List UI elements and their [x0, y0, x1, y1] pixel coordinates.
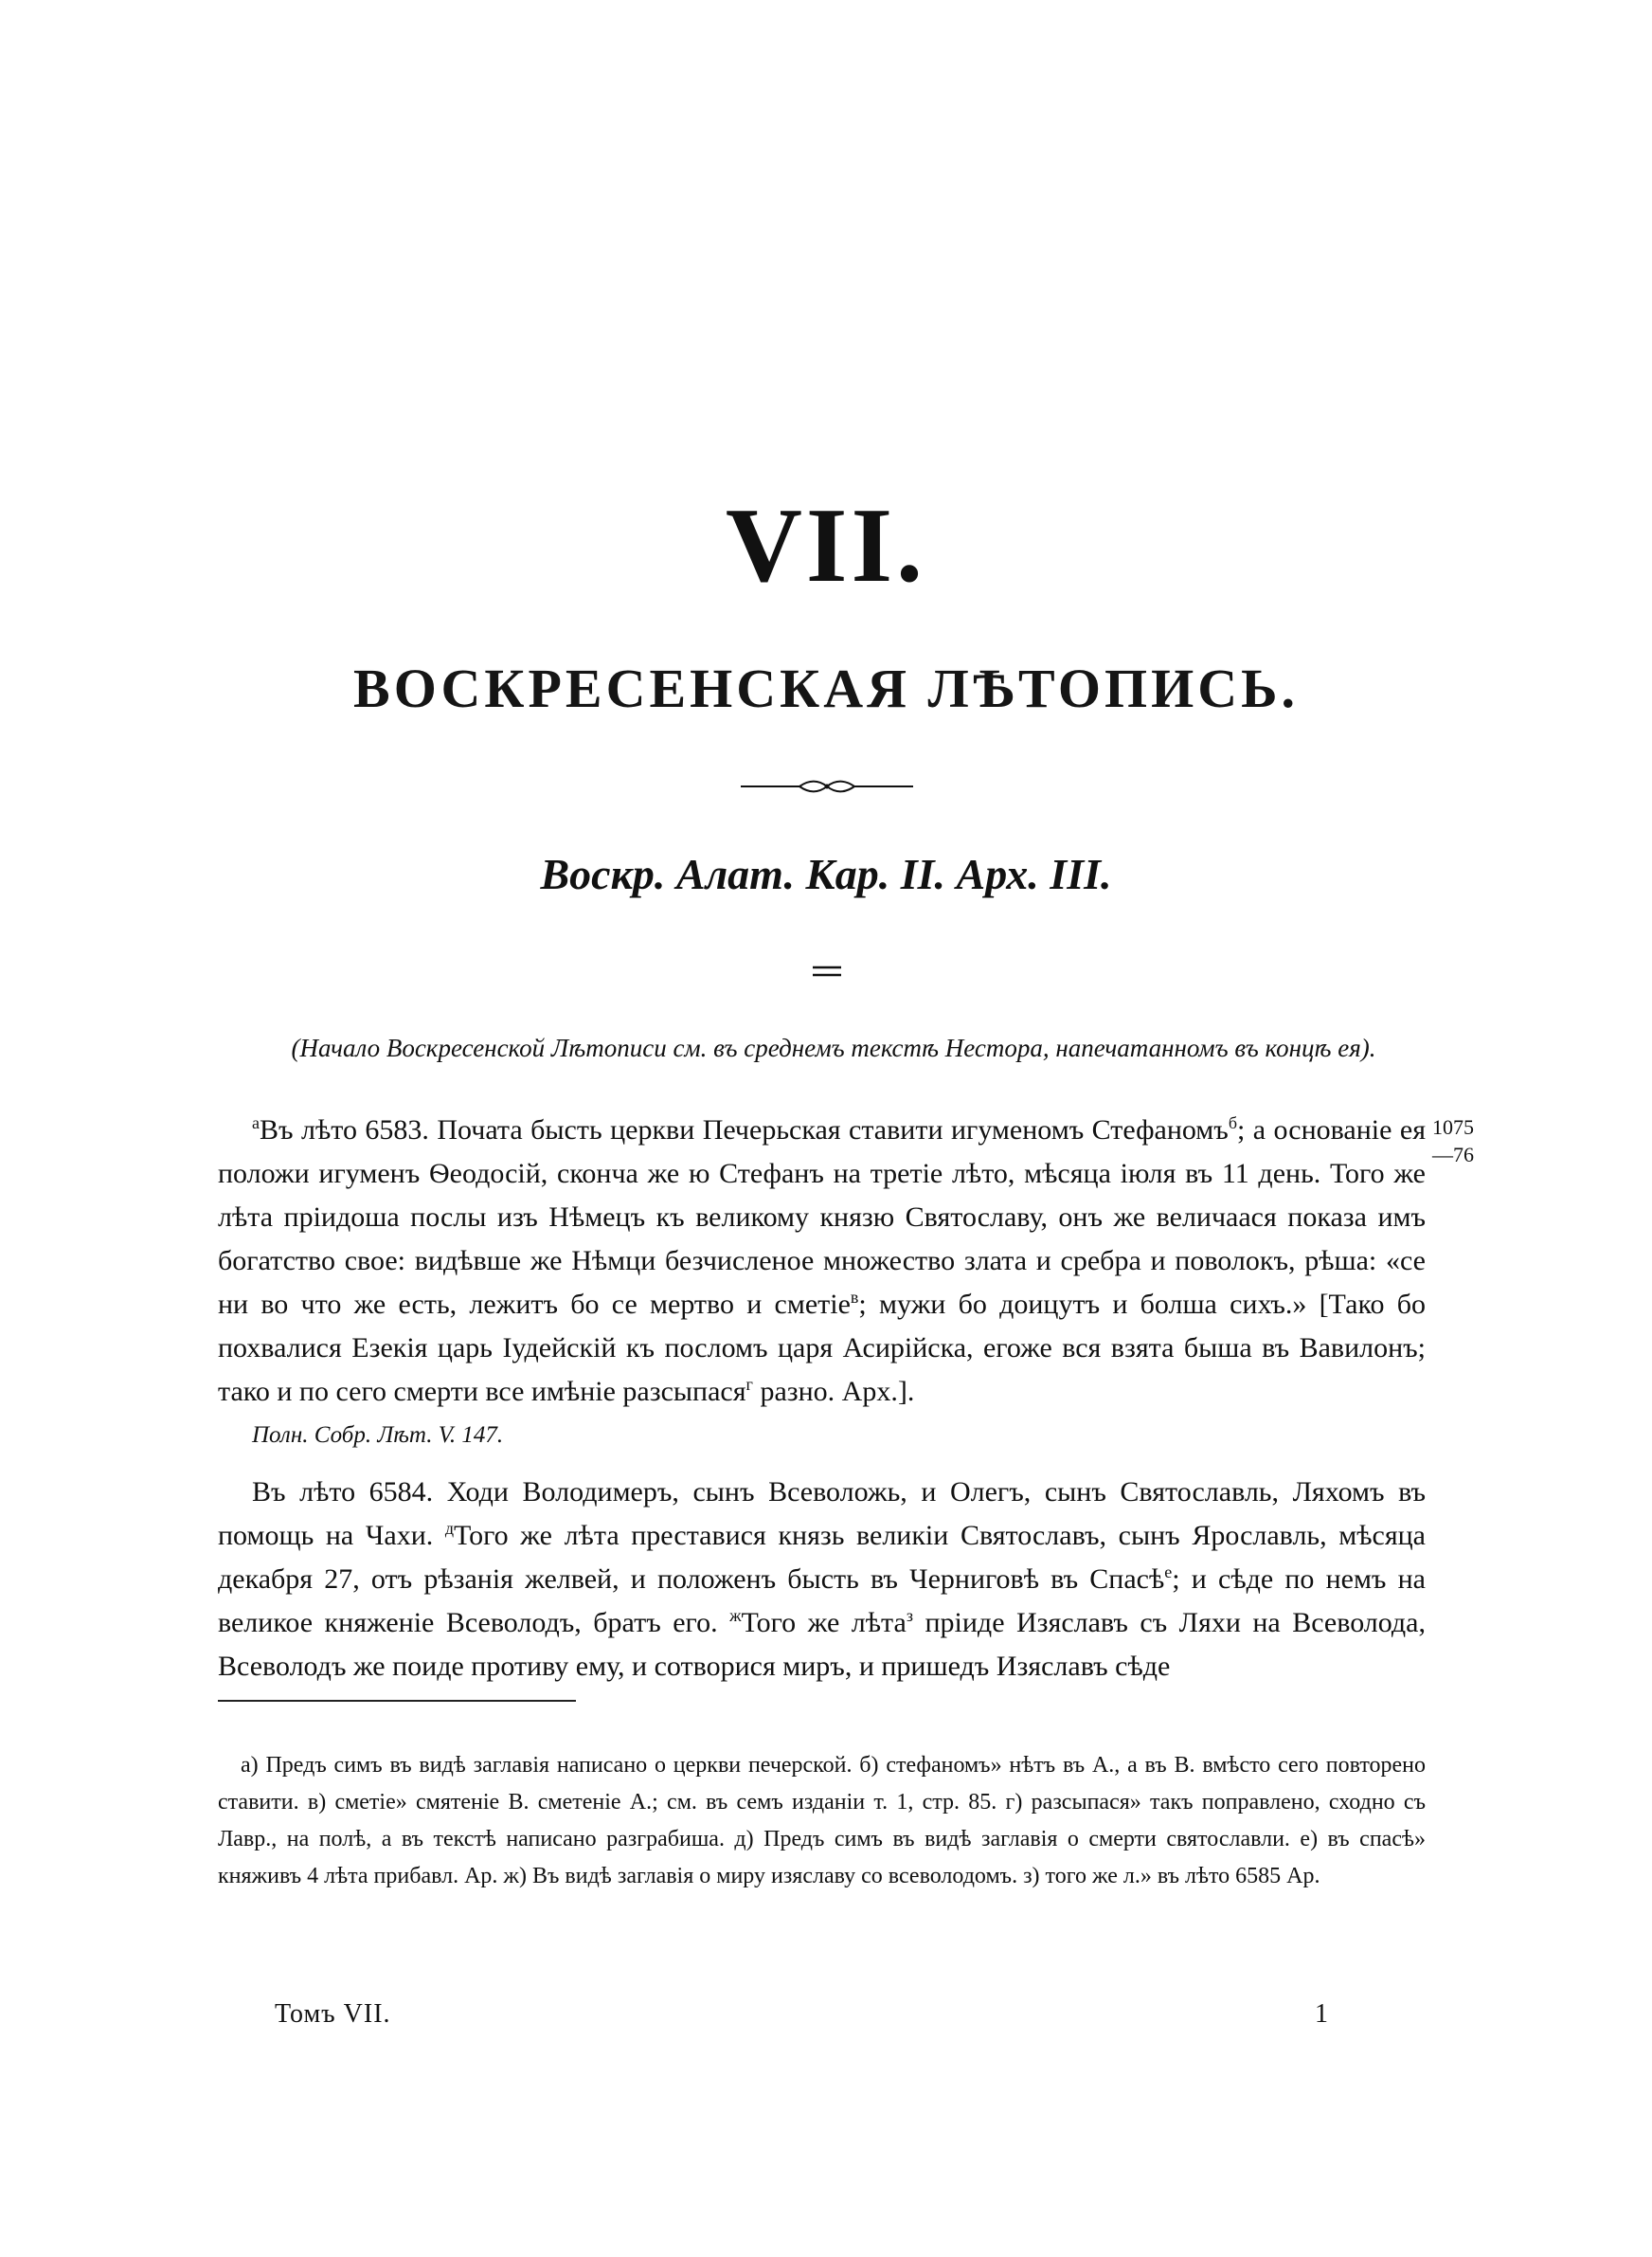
source-citation: Полн. Собр. Лѣт. V. 147.	[252, 1422, 504, 1448]
margin-year-note	[1432, 1114, 1474, 1168]
footnote-marker: в	[850, 1288, 859, 1307]
footnote-marker: б	[1228, 1113, 1237, 1132]
footnote-marker: д	[444, 1519, 455, 1538]
footnote-marker: а	[252, 1113, 260, 1132]
footnote-marker: е	[1164, 1562, 1173, 1581]
year-entry-6584	[218, 1471, 1426, 1688]
entry-text: ; и сѣде по немъ на великое княженіе Всеволодъ, братъ его.	[218, 1563, 1426, 1638]
footnotes: а) Предъ симъ въ видѣ заглавія написано о церкви печерской. б) стефаномъ» нѣтъ въ А., а въ В. вмѣсто сего повторено ставити. в) сметіе» смятеніе В. сметеніе А.; см. въ семъ изданіи т. 1, стр. 85. г) разсыпася» такъ поправлено, сходно съ Лавр., на полѣ, а въ текстѣ написано разграбиша. д) Предъ симъ въ видѣ заглавія о смерти святославли. е) въ спасѣ» княживъ 4 лѣта прибавл. Ар. ж) Въ видѣ заглавія о миру изяславу со всеволодомъ. з) того же л.» въ лѣто 6585 Ар.	[218, 1753, 1426, 1888]
entry-text: Того же лѣта	[741, 1607, 907, 1638]
volume-numeral: VII.	[725, 487, 927, 605]
margin-year-end: —76	[1432, 1142, 1474, 1166]
chronicle-title: ВОСКРЕСЕНСКАЯ ЛѢТОПИСЬ.	[353, 658, 1299, 719]
ornament-divider	[741, 777, 913, 796]
entry-text: пріиде Изяславъ съ Ляхи на Всеволода, Всеволодъ же поиде противу ему, и сотворися миръ, и пришедъ Изяславъ сѣде	[218, 1607, 1426, 1682]
intro-note: (Начало Воскресенской Лѣтописи см. въ среднемъ текстѣ Нестора, напечатанномъ въ концѣ ея).	[291, 1034, 1376, 1062]
footnote-marker: г	[745, 1375, 753, 1394]
entry-text: ; а основаніе ея положи игуменъ Ѳеодосій, сконча же ю Стефанъ на третіе лѣто, мѣсяца іюля въ 11 день. Того же лѣта пріидоша послы изъ Нѣмецъ къ великому князю Святославу, онъ же величаася показа имъ богатство свое: видѣвше же Нѣмци безчисленое множество злата и сребра и поволокъ, рѣша: «се ни во что же есть, лежитъ бо се мертво и сметіе	[218, 1114, 1427, 1320]
footnote-rule	[218, 1700, 576, 1702]
page-number: 1	[1315, 1999, 1328, 2029]
margin-year-start: 1075	[1432, 1115, 1474, 1139]
entry-text: ; мужи бо доицутъ и болша сихъ.» [Тако бо похвалися Езекія царь Іудейскій къ посломъ царя Асирійска, егоже вся взята быша въ Вавилонъ; тако и по сего смерти все имѣніе разсыпася	[218, 1289, 1427, 1407]
entry-text: Въ лѣто 6583. Почата бысть церкви Печерьская ставити игуменомъ Стефаномъ	[260, 1114, 1229, 1146]
footnote-marker: з	[906, 1606, 913, 1625]
footer-volume-label: Томъ VII.	[275, 1999, 391, 2029]
entry-text: разно. Арх.].	[752, 1376, 915, 1407]
double-dash-separator	[813, 963, 841, 980]
entry-text: Въ лѣто 6584. Ходи Володимеръ, сынъ Всеволожь, и Олегъ, сынъ Святославль, Ляхомъ въ помощь на Чахи.	[218, 1476, 1426, 1551]
sources-line: Воскр. Алат. Кар. II. Арх. III.	[540, 850, 1112, 898]
year-entry-6583	[218, 1109, 1426, 1414]
footnote-marker: ж	[729, 1606, 742, 1625]
entry-text: Того же лѣта преставися князь великіи Святославъ, сынъ Ярославль, мѣсяца декабря 27, отъ рѣзанія желвей, и положенъ бысть въ Черниговѣ въ Спасѣ	[218, 1520, 1426, 1595]
